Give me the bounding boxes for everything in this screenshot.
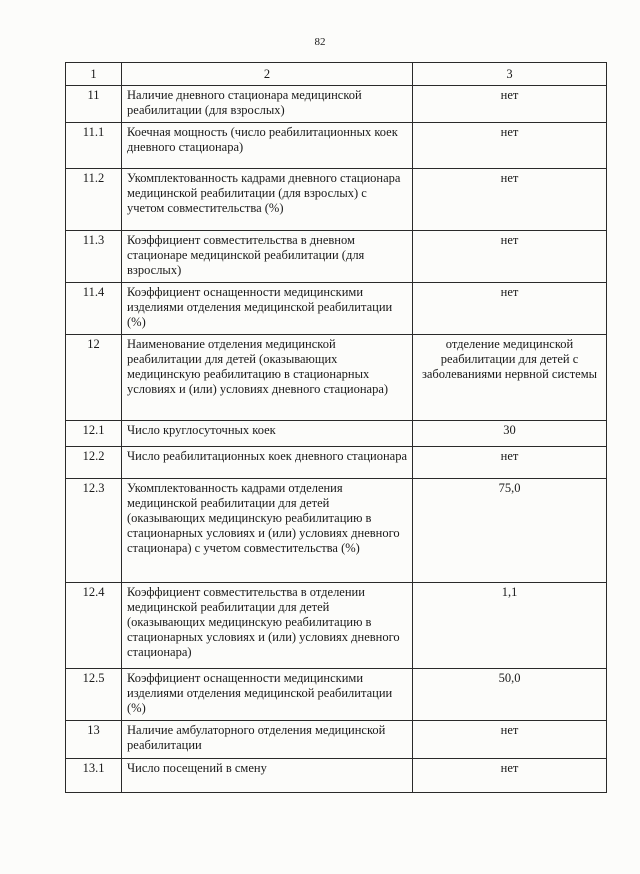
table-row — [66, 447, 607, 479]
row-number: 11.4 — [66, 283, 122, 335]
row-value: нет — [413, 283, 607, 335]
row-number: 12.4 — [66, 583, 122, 669]
row-value: нет — [413, 759, 607, 793]
row-description: Число посещений в смену — [122, 759, 413, 793]
row-number: 13.1 — [66, 759, 122, 793]
row-description: Число круглосуточных коек — [122, 421, 413, 447]
header-col-1: 1 — [66, 63, 122, 86]
table-row — [66, 583, 607, 669]
table-row — [66, 479, 607, 583]
row-value: нет — [413, 447, 607, 479]
table-row — [66, 759, 607, 793]
row-number: 11.2 — [66, 169, 122, 231]
data-table — [65, 62, 607, 793]
row-description: Укомплектованность кадрами дневного стационара медицинской реабилитации (для взрослых) с учетом совместительства (%) — [122, 169, 413, 231]
row-value: нет — [413, 721, 607, 759]
table-row — [66, 335, 607, 421]
row-description: Наличие амбулаторного отделения медицинской реабилитации — [122, 721, 413, 759]
row-description: Наличие дневного стационара медицинской реабилитации (для взрослых) — [122, 86, 413, 123]
table-row — [66, 123, 607, 169]
row-value: 50,0 — [413, 669, 607, 721]
row-description: Коэффициент совместительства в дневном стационаре медицинской реабилитации (для взрослых) — [122, 231, 413, 283]
row-number: 12.2 — [66, 447, 122, 479]
row-number: 12 — [66, 335, 122, 421]
row-value: нет — [413, 231, 607, 283]
row-value: нет — [413, 169, 607, 231]
row-number: 12.5 — [66, 669, 122, 721]
table-row — [66, 421, 607, 447]
row-description: Наименование отделения медицинской реабилитации для детей (оказывающих медицинскую реабилитацию в стационарных условиях и (или) условиях дневного стационара) — [122, 335, 413, 421]
row-number: 13 — [66, 721, 122, 759]
row-value: нет — [413, 86, 607, 123]
table-row — [66, 231, 607, 283]
table-row — [66, 86, 607, 123]
row-description: Коэффициент оснащенности медицинскими изделиями отделения медицинской реабилитации (%) — [122, 669, 413, 721]
row-description: Коечная мощность (число реабилитационных коек дневного стационара) — [122, 123, 413, 169]
table-row — [66, 669, 607, 721]
row-number: 11 — [66, 86, 122, 123]
table-row — [66, 283, 607, 335]
header-col-2: 2 — [122, 63, 413, 86]
header-col-3: 3 — [413, 63, 607, 86]
page-number: 82 — [314, 36, 326, 48]
row-value: нет — [413, 123, 607, 169]
row-description: Число реабилитационных коек дневного стационара — [122, 447, 413, 479]
row-number: 11.3 — [66, 231, 122, 283]
table-row — [66, 169, 607, 231]
table-row — [66, 721, 607, 759]
row-value: 75,0 — [413, 479, 607, 583]
row-value: 1,1 — [413, 583, 607, 669]
row-number: 12.1 — [66, 421, 122, 447]
row-value: 30 — [413, 421, 607, 447]
row-number: 11.1 — [66, 123, 122, 169]
row-value: отделение медицинской реабилитации для детей с заболеваниями нервной системы — [413, 335, 607, 421]
row-description: Коэффициент оснащенности медицинскими изделиями отделения медицинской реабилитации (%) — [122, 283, 413, 335]
table-header-row — [66, 63, 607, 86]
row-description: Укомплектованность кадрами отделения медицинской реабилитации для детей (оказывающих медицинскую реабилитацию в стационарных условиях и (или) условиях дневного стационара) с учетом совместительства (%) — [122, 479, 413, 583]
row-description: Коэффициент совместительства в отделении медицинской реабилитации для детей (оказывающих медицинскую реабилитацию в стационарных условиях и (или) условиях дневного стационара) — [122, 583, 413, 669]
row-number: 12.3 — [66, 479, 122, 583]
